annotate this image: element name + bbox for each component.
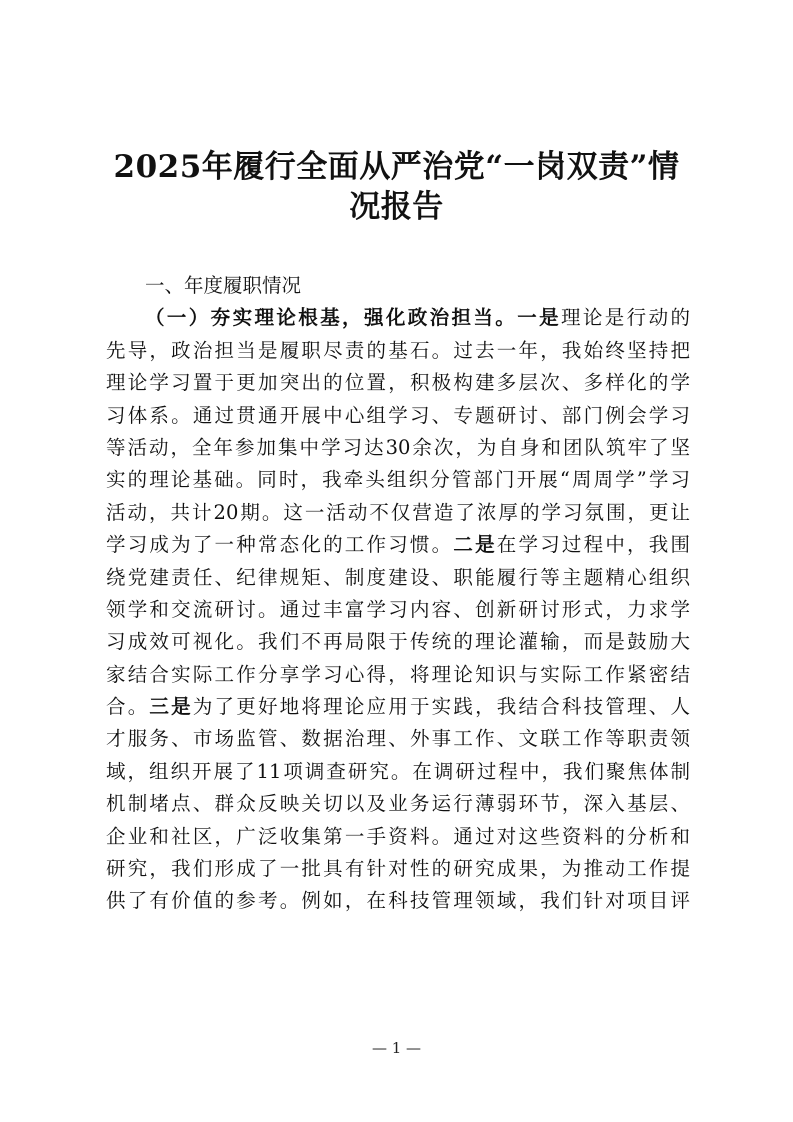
section-heading [106,270,690,302]
paragraph-text: 先导，政治担当是履职尽责的基石。过去一年，我始终坚持把 [106,338,690,362]
paragraph-line [106,497,690,529]
paragraph-text: 理论学习置于更加突出的位置，积极构建多层次、多样化的学 [106,371,690,395]
paragraph-text: 理论是行动的 [561,306,690,330]
paragraph-text: 合。 [106,695,150,719]
title-line-1: 2025年履行全面从严治党“一岗双责”情 [113,149,680,185]
paragraph-line [106,302,690,334]
paragraph-text: 习成效可视化。我们不再局限于传统的理论灌输，而是鼓励大 [106,630,690,654]
paragraph-text: 为了更好地将理论应用于实践，我结合科技管理、人 [192,695,690,719]
paragraph-line [106,885,690,917]
paragraph-text: 研究，我们形成了一批具有针对性的研究成果，为推动工作提 [106,857,690,881]
paragraph-line [106,335,690,367]
paragraph-line [106,400,690,432]
document-body [106,270,690,918]
paragraph-line [106,367,690,399]
paragraph-line [106,529,690,561]
paragraph-text: 绕党建责任、纪律规矩、制度建设、职能履行等主题精心组织 [106,565,690,589]
paragraph-text: 域，组织开展了11项调查研究。在调研过程中，我们聚焦体制 [106,759,690,783]
paragraph-text: 供了有价值的参考。例如，在科技管理领域，我们针对项目评 [106,889,690,913]
paragraph-text: 活动，共计20期。这一活动不仅营造了浓厚的学习氛围，更让 [106,500,690,524]
paragraph-line [106,691,690,723]
paragraph-text: 家结合实际工作分享学习心得，将理论知识与实际工作紧密结 [106,662,690,686]
emphasis-text: 三是 [149,695,193,719]
paragraph-line [106,626,690,658]
paragraph-line [106,756,690,788]
paragraph-text: 企业和社区，广泛收集第一手资料。通过对这些资料的分析和 [106,824,690,848]
section-heading-text: 一、年度履职情况 [145,274,302,297]
paragraph-text: 在学习过程中，我围 [496,533,690,557]
emphasis-text: 二是 [453,533,497,557]
subheading: （一）夯实理论根基，强化政治担当。 [145,306,518,330]
emphasis-text: 一是 [517,306,561,330]
paragraph-text: 实的理论基础。同时，我牵头组织分管部门开展“周周学”学习 [106,468,690,492]
paragraph-text: 机制堵点、群众反映关切以及业务运行薄弱环节，深入基层、 [106,792,690,816]
paragraph-line [106,562,690,594]
paragraph-line [106,821,690,853]
paragraph-text: 学习成为了一种常态化的工作习惯。 [106,533,454,557]
paragraph-line [106,594,690,626]
paragraph-line [106,853,690,885]
paragraph-text: 等活动，全年参加集中学习达30余次，为自身和团队筑牢了坚 [106,435,690,459]
paragraph-line [106,659,690,691]
paragraph-line [106,723,690,755]
paragraph-line [106,464,690,496]
document-title [95,147,698,227]
paragraph-text: 领学和交流研讨。通过丰富学习内容、创新研讨形式，力求学 [106,597,690,621]
title-line-2: 况报告 [349,189,444,225]
page-number: — 1 — [371,1039,422,1057]
paragraph-text: 习体系。通过贯通开展中心组学习、专题研讨、部门例会学习 [106,403,690,427]
paragraph-text: 才服务、市场监管、数据治理、外事工作、文联工作等职责领 [106,727,690,751]
paragraph-line [106,432,690,464]
paragraph-line [106,788,690,820]
